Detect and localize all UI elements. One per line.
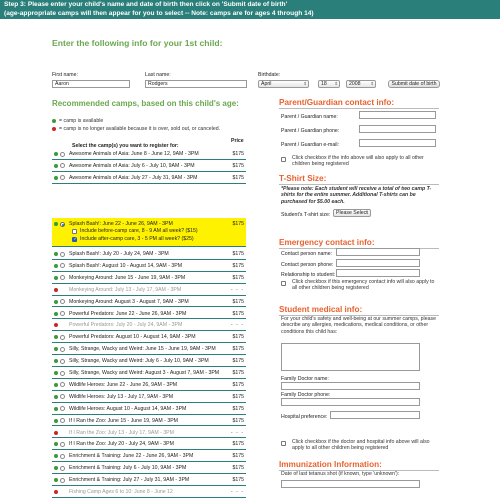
green-dot-icon (54, 419, 58, 423)
tetanus-label: Date of last tetanus shot (if known, type 'unknown'): (281, 471, 400, 477)
last-name-input[interactable]: Rodgers (145, 80, 247, 88)
camp-name: Splash Bash!: July 20 - July 24, 9AM - 3PM (69, 251, 169, 257)
after-care-label: Include after-camp care, 3 - 5 PM all week? ($25) (80, 236, 194, 242)
guardian-email-label: Parent / Guardian e-mail: (281, 142, 339, 148)
camp-price: $175 (232, 346, 244, 353)
camp-radio[interactable] (60, 359, 65, 364)
camp-name: If I Ran the Zoo: July 20 - July 24, 9AM - 3PM (69, 441, 174, 448)
camp-name: Powerful Predators: August 10 - August 14, 9AM - 3PM (69, 334, 196, 341)
guardian-phone-label: Parent / Guardian phone: (281, 128, 340, 134)
doctor-name-input[interactable] (281, 382, 420, 390)
emergency-title: Emergency contact info: (279, 238, 375, 247)
recommended-camps-title: Recommended camps, based on this child's age: (52, 99, 239, 108)
camp-radio[interactable] (60, 263, 65, 268)
camp-row (52, 319, 246, 331)
green-dot-icon (54, 466, 58, 470)
camp-name: If I Ran the Zoo: July 13 - July 17, 9AM - 3PM (69, 429, 174, 436)
camp-row[interactable] (52, 160, 246, 172)
legend-available: = camp is available (52, 118, 103, 124)
birth-day-select[interactable]: 18 ⇕ (318, 80, 340, 88)
camp-row[interactable] (52, 403, 246, 415)
before-care-label: Include before-camp care, 8 - 9 AM all week? ($15) (80, 228, 198, 234)
camp-name: Wildlife Heroes: July 13 - July 17, 9AM - 3PM (69, 393, 174, 400)
green-dot-icon (54, 152, 58, 156)
red-dot-icon (54, 288, 58, 292)
camp-name: Monkeying Around: June 15 - June 19, 9AM - 3PM (69, 274, 186, 281)
camp-row[interactable] (52, 415, 246, 427)
emergency-name-input[interactable] (336, 248, 420, 256)
step-note: (age-appropriate camps will then appear for you to select -- Note: camps are for ages 4 through 14) (4, 9, 314, 17)
emergency-phone-label: Contact person phone: (281, 262, 334, 268)
red-dot-icon (54, 490, 58, 494)
green-dot-icon (54, 335, 58, 339)
camp-row[interactable] (52, 331, 246, 343)
camp-price: $175 (232, 310, 244, 317)
camp-row[interactable] (52, 355, 246, 367)
emergency-phone-input[interactable] (336, 259, 420, 267)
camp-name: Fishing Camp Ages 6 to 10: June 8 - June 12 (69, 489, 173, 495)
camp-name: Powerful Predators: June 22 - June 26, 9AM - 3PM (69, 310, 187, 317)
green-dot-icon (54, 300, 58, 304)
camp-radio[interactable] (60, 442, 65, 447)
camp-row[interactable] (52, 260, 246, 272)
medical-note: For your child's safety and well-being at our summer camps, please describe any allergies, medications, medical conditions, or other conditions this child has: (281, 316, 436, 335)
guardian-name-input[interactable] (359, 111, 436, 119)
medical-title: Student medical info: (279, 305, 363, 314)
camp-row[interactable] (52, 391, 246, 403)
camp-price: - - - (230, 429, 244, 436)
tshirt-note: *Please note: Each student will receive a total of two camp T-shirts for the entire summer. Additional T-shirts can be purchased for $5.00 each. (281, 186, 432, 205)
step-banner (0, 0, 500, 19)
camp-radio[interactable] (60, 175, 65, 180)
camp-row[interactable] (52, 450, 246, 462)
green-dot-icon (54, 222, 58, 226)
last-name-label: Last name: (145, 72, 171, 78)
camp-row[interactable] (52, 379, 246, 391)
green-dot-icon (54, 264, 58, 268)
birth-year-select[interactable]: 2008 ⇕ (346, 80, 376, 88)
camp-name: Powerful Predators: July 20 - July 24, 9AM - 3PM (69, 322, 183, 329)
camp-price: $175 (232, 465, 244, 472)
camp-price: - - - (230, 489, 244, 495)
camp-price: $175 (232, 151, 244, 157)
guardian-apply-all-label: Click checkbox if the info above will also apply to all other children being registered (292, 155, 424, 168)
camp-name: Monkeying Around: August 3 - August 7, 9AM - 3PM (69, 298, 189, 305)
camp-radio[interactable] (60, 466, 65, 471)
after-care-checkbox[interactable] (72, 237, 77, 242)
guardian-title: Parent/Guardian contact info: (279, 98, 395, 107)
camp-name: Enrichment & Training: July 6 - July 10, 9AM - 3PM (69, 465, 187, 472)
camp-name: Enrichment & Training: July 27 - July 31, 9AM - 3PM (69, 477, 190, 484)
camp-price: $175 (232, 405, 244, 412)
green-dot-icon (54, 454, 58, 458)
camp-radio[interactable] (60, 299, 65, 304)
guardian-email-input[interactable] (359, 139, 436, 147)
camp-radio[interactable] (60, 394, 65, 399)
camp-price: $175 (232, 370, 244, 376)
hospital-label: Hospital preference: (281, 414, 328, 420)
camp-radio[interactable] (60, 335, 65, 340)
camp-row (52, 284, 246, 296)
camp-radio[interactable] (60, 454, 65, 459)
camp-name: Awesome Animals of Asia: June 8 - June 12, 9AM - 3PM (69, 151, 199, 157)
price-column-header: Price (231, 138, 244, 144)
emergency-apply-all-checkbox[interactable] (281, 281, 286, 286)
camp-name: Silly, Strange, Wacky and Weird: July 6 - July 10, 9AM - 3PM (69, 358, 209, 365)
birth-month-select[interactable]: April ⇕ (258, 80, 309, 88)
green-dot-icon (54, 407, 58, 411)
camp-row[interactable] (52, 272, 246, 284)
camp-price: - - - (230, 322, 244, 329)
step-instruction: Step 3: Please enter your child's name and date of birth then click on 'Submit date of birth' (4, 1, 288, 8)
red-dot-icon (54, 431, 58, 435)
camp-row[interactable] (52, 308, 246, 320)
divider (279, 184, 439, 185)
camp-row[interactable] (52, 438, 246, 450)
submit-birthdate-button[interactable]: Submit date of birth (388, 80, 440, 88)
green-dot-icon (54, 176, 58, 180)
camp-radio[interactable] (60, 163, 65, 168)
camp-row[interactable] (52, 474, 246, 486)
camp-name: Enrichment & Training: June 22 - June 26, 9AM - 3PM (69, 453, 194, 460)
camp-price: - - - (230, 286, 244, 293)
camp-price: $175 (232, 393, 244, 400)
green-dot-icon (54, 478, 58, 482)
green-dot-icon (54, 276, 58, 280)
first-name-label: First name: (52, 72, 78, 78)
camp-price: $175 (232, 221, 244, 227)
immunization-title: Immunization Information: (279, 460, 382, 469)
camp-price: $175 (232, 262, 244, 269)
green-dot-icon (54, 164, 58, 168)
camp-row[interactable] (52, 367, 246, 379)
camp-price: $175 (232, 298, 244, 305)
camp-row[interactable] (52, 296, 246, 308)
guardian-apply-all-checkbox[interactable] (281, 157, 286, 162)
green-dot-icon (54, 359, 58, 363)
guardian-phone-input[interactable] (359, 125, 436, 133)
divider (279, 108, 439, 109)
hospital-input[interactable] (330, 411, 420, 419)
green-dot-icon (54, 252, 58, 256)
camp-price: $175 (232, 381, 244, 388)
tshirt-title: T-Shirt Size: (279, 174, 327, 183)
green-dot-icon (54, 383, 58, 387)
doctor-phone-input[interactable] (281, 398, 420, 406)
camp-price: $175 (232, 441, 244, 448)
legend-unavailable: = camp is no longer available because it is over, sold out, or canceled. (52, 126, 220, 132)
camp-row (52, 427, 246, 439)
red-dot-icon (54, 323, 58, 327)
camp-price: $175 (232, 251, 244, 257)
camp-radio[interactable] (60, 275, 65, 280)
camp-name: Wildlife Heroes: August 10 - August 14, 9AM - 3PM (69, 405, 187, 412)
camp-row[interactable] (52, 148, 246, 160)
selected-camp-row[interactable] (52, 218, 246, 247)
doctor-phone-label: Family Doctor phone: (281, 392, 331, 398)
tshirt-size-label: Student's T-shirt size: (281, 212, 331, 218)
medical-apply-all-label: Click checkbox if the doctor and hospital info above will also apply to all other children being registered (292, 439, 430, 452)
camp-radio[interactable] (60, 152, 65, 157)
camp-radio[interactable] (60, 347, 65, 352)
camp-radio[interactable] (60, 311, 65, 316)
camp-price: $175 (232, 174, 244, 181)
camp-price: $175 (232, 477, 244, 484)
camp-price: $175 (232, 358, 244, 365)
camp-row (52, 486, 246, 498)
green-dot-icon (54, 371, 58, 375)
camp-price: $175 (232, 417, 244, 424)
green-dot-icon (54, 395, 58, 399)
emergency-apply-all-label: Click checkbox if this emergency contact info will also apply to all other children being registered (292, 279, 435, 292)
camp-price: $175 (232, 334, 244, 341)
birthdate-label: Birthdate: (258, 72, 281, 78)
camp-radio[interactable] (60, 382, 65, 387)
camp-radio[interactable] (60, 418, 65, 423)
camp-name: If I Ran the Zoo: June 15 - June 19, 9AM - 3PM (69, 417, 178, 424)
camp-name: Silly, Strange, Wacky and Weird: August 3 - August 7, 9AM - 3PM (69, 370, 220, 376)
camp-radio[interactable] (60, 478, 65, 483)
camp-row[interactable] (52, 462, 246, 474)
medical-apply-all-checkbox[interactable] (281, 441, 286, 446)
child-info-title: Enter the following info for your 1st child: (52, 38, 223, 48)
camp-row[interactable] (52, 248, 246, 260)
camp-radio-selected[interactable] (60, 222, 65, 227)
camp-radio[interactable] (60, 406, 65, 411)
camp-row[interactable] (52, 343, 246, 355)
medical-conditions-textarea[interactable] (281, 343, 420, 371)
camp-name: Wildlife Heroes: June 22 - June 26, 9AM - 3PM (69, 381, 178, 388)
camp-radio[interactable] (60, 371, 65, 376)
camp-name: Splash Bash!: June 22 - June 26, 9AM - 3PM (69, 221, 173, 227)
select-camps-header: Select the camp(s) you want to register for: (72, 143, 179, 149)
camp-radio[interactable] (60, 252, 65, 257)
camp-name: Awesome Animals of Asia: July 6 - July 10, 9AM - 3PM (69, 162, 195, 169)
doctor-name-label: Family Doctor name: (281, 376, 329, 382)
camp-name: Silly, Strange, Wacky and Weird: June 15 - June 19, 9AM - 3PM (69, 346, 216, 353)
camp-name: Awesome Animals of Asia: July 27 - July 31, 9AM - 3PM (69, 174, 198, 181)
tetanus-input[interactable] (281, 480, 420, 488)
camp-row[interactable] (52, 172, 246, 184)
camp-name: Monkeying Around: July 13 - July 17, 9AM - 3PM (69, 286, 182, 293)
guardian-name-label: Parent / Guardian name: (281, 114, 338, 120)
camp-price: $175 (232, 274, 244, 281)
emergency-name-label: Contact person name: (281, 251, 333, 257)
green-dot-icon (54, 442, 58, 446)
red-dot-icon (52, 127, 56, 131)
tshirt-size-select[interactable]: Please Select ⇕ (333, 209, 371, 217)
emergency-relation-label: Relationship to student: (281, 272, 336, 278)
emergency-relation-input[interactable] (336, 269, 420, 277)
green-dot-icon (54, 347, 58, 351)
camp-price: $175 (232, 453, 244, 460)
camp-price: $175 (232, 162, 244, 169)
first-name-input[interactable]: Aaron (52, 80, 130, 88)
green-dot-icon (54, 312, 58, 316)
green-dot-icon (52, 119, 56, 123)
before-care-checkbox[interactable] (72, 229, 77, 234)
camp-name: Splash Bash!: August 10 - August 14, 9AM - 3PM (69, 262, 183, 269)
